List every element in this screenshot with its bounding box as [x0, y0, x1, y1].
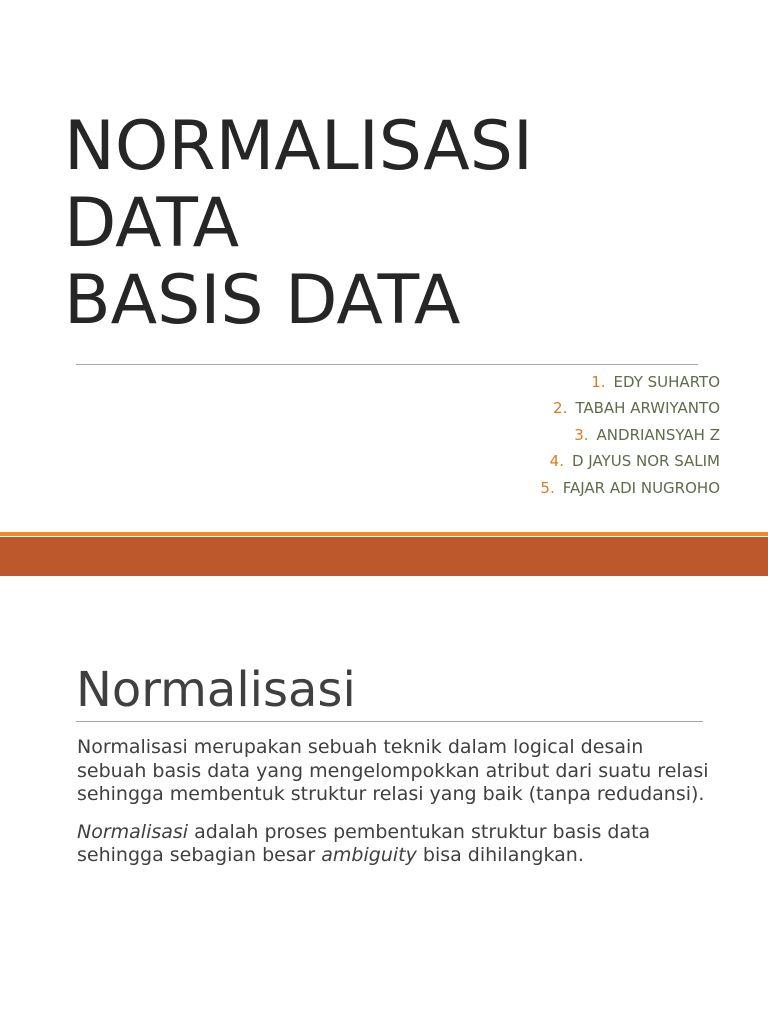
term-normalisasi: Normalisasi: [77, 820, 189, 843]
author-number: 2.: [553, 399, 568, 418]
body-text: [77, 736, 717, 882]
title-divider: [76, 364, 698, 365]
author-item: [540, 395, 720, 421]
author-number: 1.: [591, 373, 606, 391]
author-name: FAJAR ADI NUGROHO: [562, 478, 720, 497]
paragraph-definition: Normalisasi merupakan sebuah teknik dalam logical desain sebuah basis data yang mengelompokkan atribut dari suatu relasi sehingga membentuk struktur relasi yang baik (tanpa redudansi).: [77, 736, 709, 805]
section-title: Normalisasi: [76, 662, 356, 718]
section-divider: [76, 721, 703, 722]
title-line: BASIS DATA: [64, 261, 461, 340]
author-item: [540, 369, 720, 395]
slide-title: [64, 108, 533, 339]
accent-band: [0, 537, 768, 576]
title-line: DATA: [64, 184, 240, 263]
content-slide: [0, 576, 768, 1024]
author-name: TABAH ARWIYANTO: [575, 399, 720, 418]
paragraph-text: adalah proses pembentukan struktur basis data sehingga sebagian besar: [77, 820, 651, 866]
author-name: ANDRIANSYAH Z: [596, 425, 720, 444]
paragraph-text: bisa dihilangkan.: [416, 844, 584, 866]
author-number: 3.: [574, 425, 589, 444]
author-item: [540, 448, 720, 474]
author-name: D JAYUS NOR SALIM: [571, 452, 720, 471]
title-line: NORMALISASI: [64, 107, 533, 186]
author-number: 4.: [549, 452, 564, 471]
paragraph-purpose: [77, 821, 717, 868]
author-name: EDY SUHARTO: [613, 373, 720, 391]
term-ambiguity: ambiguity: [321, 844, 417, 866]
author-item: [540, 422, 720, 448]
author-item: [540, 475, 720, 501]
accent-stripe: [0, 532, 768, 536]
author-number: 5.: [540, 478, 555, 497]
author-list: [540, 369, 720, 501]
